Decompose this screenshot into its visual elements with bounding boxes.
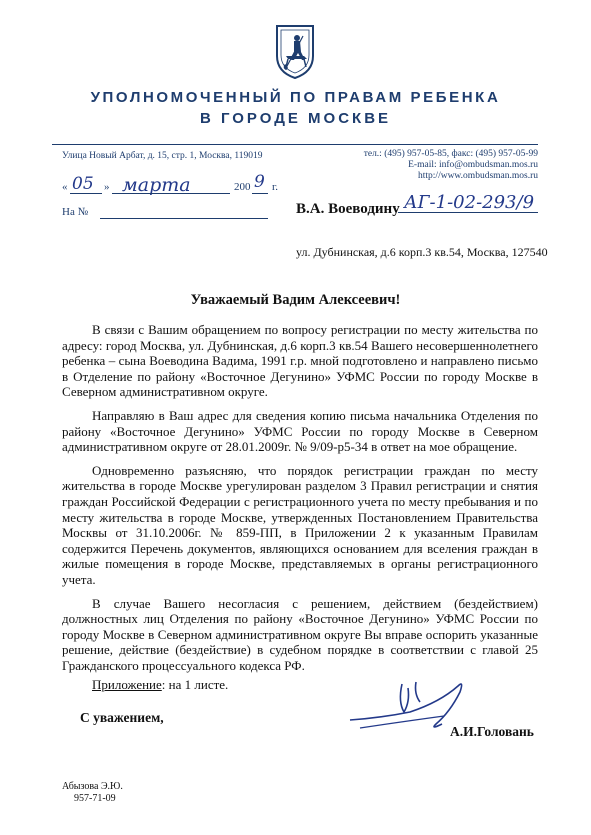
reference-label: На № [62, 206, 89, 218]
org-name-line2: В ГОРОДЕ МОСКВЕ [199, 110, 392, 127]
date-year-prefix: 200 [234, 181, 251, 193]
executor-name: Абызова Э.Ю. [62, 781, 123, 792]
date-open-quote: « [62, 181, 68, 193]
attachment-value: : на 1 листе. [161, 677, 229, 693]
recipient-name: В.А. Воеводину [296, 201, 400, 217]
body-paragraph-4: В случае Вашего несогласия с решением, действием (бездействием) должностных лиц Отделения по району «Восточное Дегунино» УФМС России по городу Москве в Северном административном округе Вы вправе оспорить указанные решение, действие (бездействие) в судебном порядке в соответствии с главой 25 Гражданского процессуального кодекса РФ. [62, 595, 538, 673]
date-close-quote: » [104, 181, 110, 193]
date-year-label: г. [272, 181, 279, 193]
date-year-suffix: 9 [254, 172, 265, 192]
date-month: марта [122, 174, 191, 196]
org-address: Улица Новый Арбат, д. 15, стр. 1, Москва, 119019 [62, 151, 263, 161]
moscow-coat-of-arms-icon [274, 22, 316, 80]
org-name-line1: УПОЛНОМОЧЕННЫЙ ПО ПРАВАМ РЕБЕНКА [90, 89, 501, 106]
salutation: Уважаемый Вадим Алексеевич! [190, 292, 401, 308]
signer-name: А.И.Головань [450, 724, 534, 739]
executor-phone: 957-71-09 [74, 793, 116, 804]
date-line [62, 172, 302, 198]
reference-line [62, 206, 88, 218]
body-paragraph-3: Одновременно разъясняю, что порядок регистрации граждан по месту жительства в городе Москве урегулирован разделом 3 Правил регистрации и снятия граждан Российской Федерации с регистрационного учета по месту пребывания и по месту жительства в городе Москве, утвержденных Постановлением Правительства Москвы от 31.10.2006г. № 859-ПП, в Приложении 2 к указанным Правилам содержится Перечень документов, являющихся основанием для вселения граждан в жилые помещения в городе Москве, представляемых в органы регистрационного учета. [62, 462, 538, 587]
org-email: E-mail: info@ombudsman.mos.ru [408, 160, 538, 170]
org-contacts [300, 149, 538, 182]
reference-underline [100, 218, 268, 219]
org-phone: тел.: (495) 957-05-85, факс: (495) 957-05-99 [363, 149, 538, 159]
letter-body [62, 322, 538, 701]
body-paragraph-2: Направляю в Ваш адрес для сведения копию письма начальника Отделения по району «Восточное Дегунино» УФМС России по городу Москве в Северном административном округе от 28.01.2009г. № 9/09-р5-34 в ответ на мое обращение. [62, 407, 538, 455]
recipient-address: ул. Дубнинская, д.6 корп.3 кв.54, Москва, 127540 [296, 245, 548, 259]
outgoing-number: АГ-1-02-293/9 [404, 192, 535, 213]
closing: С уважением, [80, 710, 164, 725]
date-day: 05 [72, 174, 94, 194]
attachment-label: Приложение [92, 677, 162, 693]
letterhead-divider [52, 144, 538, 145]
body-paragraph-1: В связи с Вашим обращением по вопросу регистрации по месту жительства по адресу: город Москва, ул. Дубнинская, д.6 корп.3 кв.54 Вашего несовершеннолетнего ребенка – сына Воеводина Вадима, 1991 г.р. мной подготовлено и направлено письмо в Отделение по району «Восточное Дегунино» УФМС России по городу Москве в Северном административном округе. [62, 322, 538, 400]
outgoing-number-underline [398, 212, 538, 213]
org-website: http://www.ombudsman.mos.ru [418, 171, 538, 181]
executor-info [62, 781, 123, 805]
